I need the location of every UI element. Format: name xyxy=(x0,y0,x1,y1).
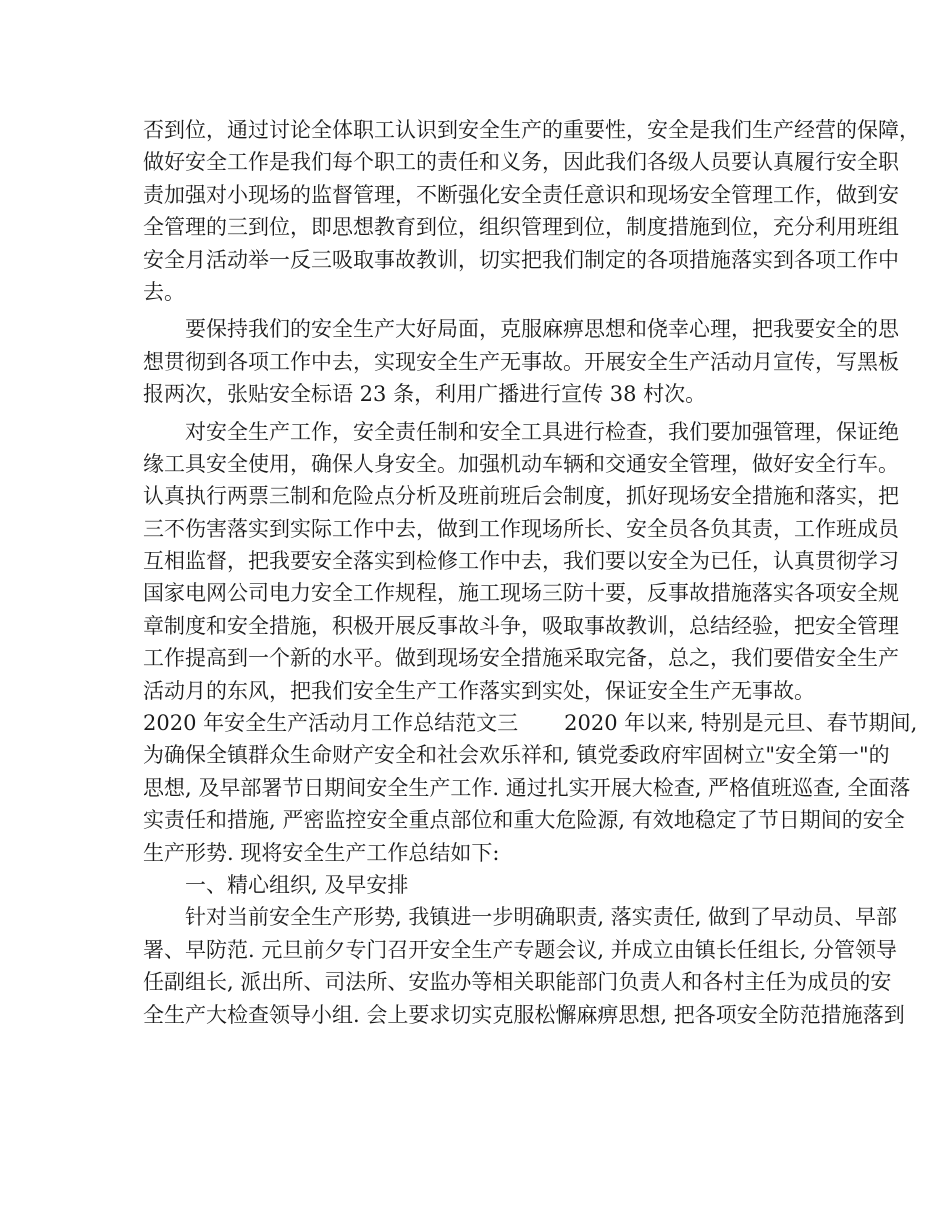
section-intro: 2020 年以来, 特别是元旦、春节期间, xyxy=(564,711,918,736)
text-line: 实责任和措施, 严密监控安全重点部位和重大危险源, 有效地稳定了节日期间的安全 xyxy=(143,808,905,833)
text-line: 为确保全镇群众生命财产安全和社会欢乐祥和, 镇党委政府牢固树立"安全第一"的 xyxy=(143,743,890,768)
text-line: 报两次，张贴安全标语 23 条，利用广播进行宣传 38 村次。 xyxy=(143,382,707,407)
text-line: 缘工具安全使用，确保人身安全。加强机动车辆和交通安全管理，做好安全行车。 xyxy=(143,451,899,476)
text-line: 全管理的三到位，即思想教育到位，组织管理到位，制度措施到位，充分利用班组 xyxy=(143,215,899,240)
text-line: 思想, 及早部署节日期间安全生产工作. 通过扎实开展大检查, 严格值班巡查, 全面落 xyxy=(143,775,911,800)
text-line: 生产形势. 现将安全生产工作总结如下: xyxy=(143,840,500,865)
text-line: 想贯彻到各项工作中去，实现安全生产无事故。开展安全生产活动月宣传，写黑板 xyxy=(143,349,899,374)
paragraph-start-line: 对安全生产工作，安全责任制和安全工具进行检查，我们要加强管理，保证绝 xyxy=(185,419,899,444)
text-line: 任副组长, 派出所、司法所、安监办等相关职能部门负责人和各村主任为成员的安 xyxy=(143,970,892,995)
paragraph-start-line: 针对当前安全生产形势, 我镇进一步明确职责, 落实责任, 做到了早动员、早部 xyxy=(185,905,898,930)
text-line: 三不伤害落实到实际工作中去，做到工作现场所长、安全员各负其责，工作班成员 xyxy=(143,516,899,541)
text-line: 互相监督，把我要安全落实到检修工作中去，我们要以安全为已任，认真贯彻学习 xyxy=(143,549,899,574)
text-line: 章制度和安全措施，积极开展反事故斗争，吸取事故教训，总结经验，把安全管理 xyxy=(143,613,899,638)
text-line: 署、早防范. 元旦前夕专门召开安全生产专题会议, 并成立由镇长任组长, 分管领导 xyxy=(143,937,898,962)
text-line: 去。 xyxy=(143,279,185,304)
text-line: 责加强对小现场的监督管理，不断强化安全责任意识和现场安全管理工作，做到安 xyxy=(143,182,899,207)
paragraph-start-line: 要保持我们的安全生产大好局面，克服麻痹思想和侥幸心理，把我要安全的思 xyxy=(185,317,899,342)
text-line: 否到位，通过讨论全体职工认识到安全生产的重要性，安全是我们生产经营的保障， xyxy=(143,118,920,142)
text-line: 安全月活动举一反三吸取事故教训，切实把我们制定的各项措施落实到各项工作中 xyxy=(143,247,899,272)
text-line: 做好安全工作是我们每个职工的责任和义务，因此我们各级人员要认真履行安全职 xyxy=(143,150,899,175)
text-line: 认真执行两票三制和危险点分析及班前班后会制度，抓好现场安全措施和落实，把 xyxy=(143,484,899,509)
document-body xyxy=(143,114,920,1031)
section-title-row xyxy=(143,707,918,739)
text-line: 全生产大检查领导小组. 会上要求切实克服松懈麻痹思想, 把各项安全防范措施落到 xyxy=(143,1002,905,1027)
text-line: 国家电网公司电力安全工作规程，施工现场三防十要，反事故措施落实各项安全规 xyxy=(143,581,899,606)
section-title: 2020 年安全生产活动月工作总结范文三 xyxy=(143,711,519,736)
text-line: 工作提高到一个新的水平。做到现场安全措施采取完备，总之，我们要借安全生产 xyxy=(143,646,899,671)
subheading: 一、精心组织, 及早安排 xyxy=(185,872,409,897)
text-line: 活动月的东风，把我们安全生产工作落实到实处，保证安全生产无事故。 xyxy=(143,678,815,703)
